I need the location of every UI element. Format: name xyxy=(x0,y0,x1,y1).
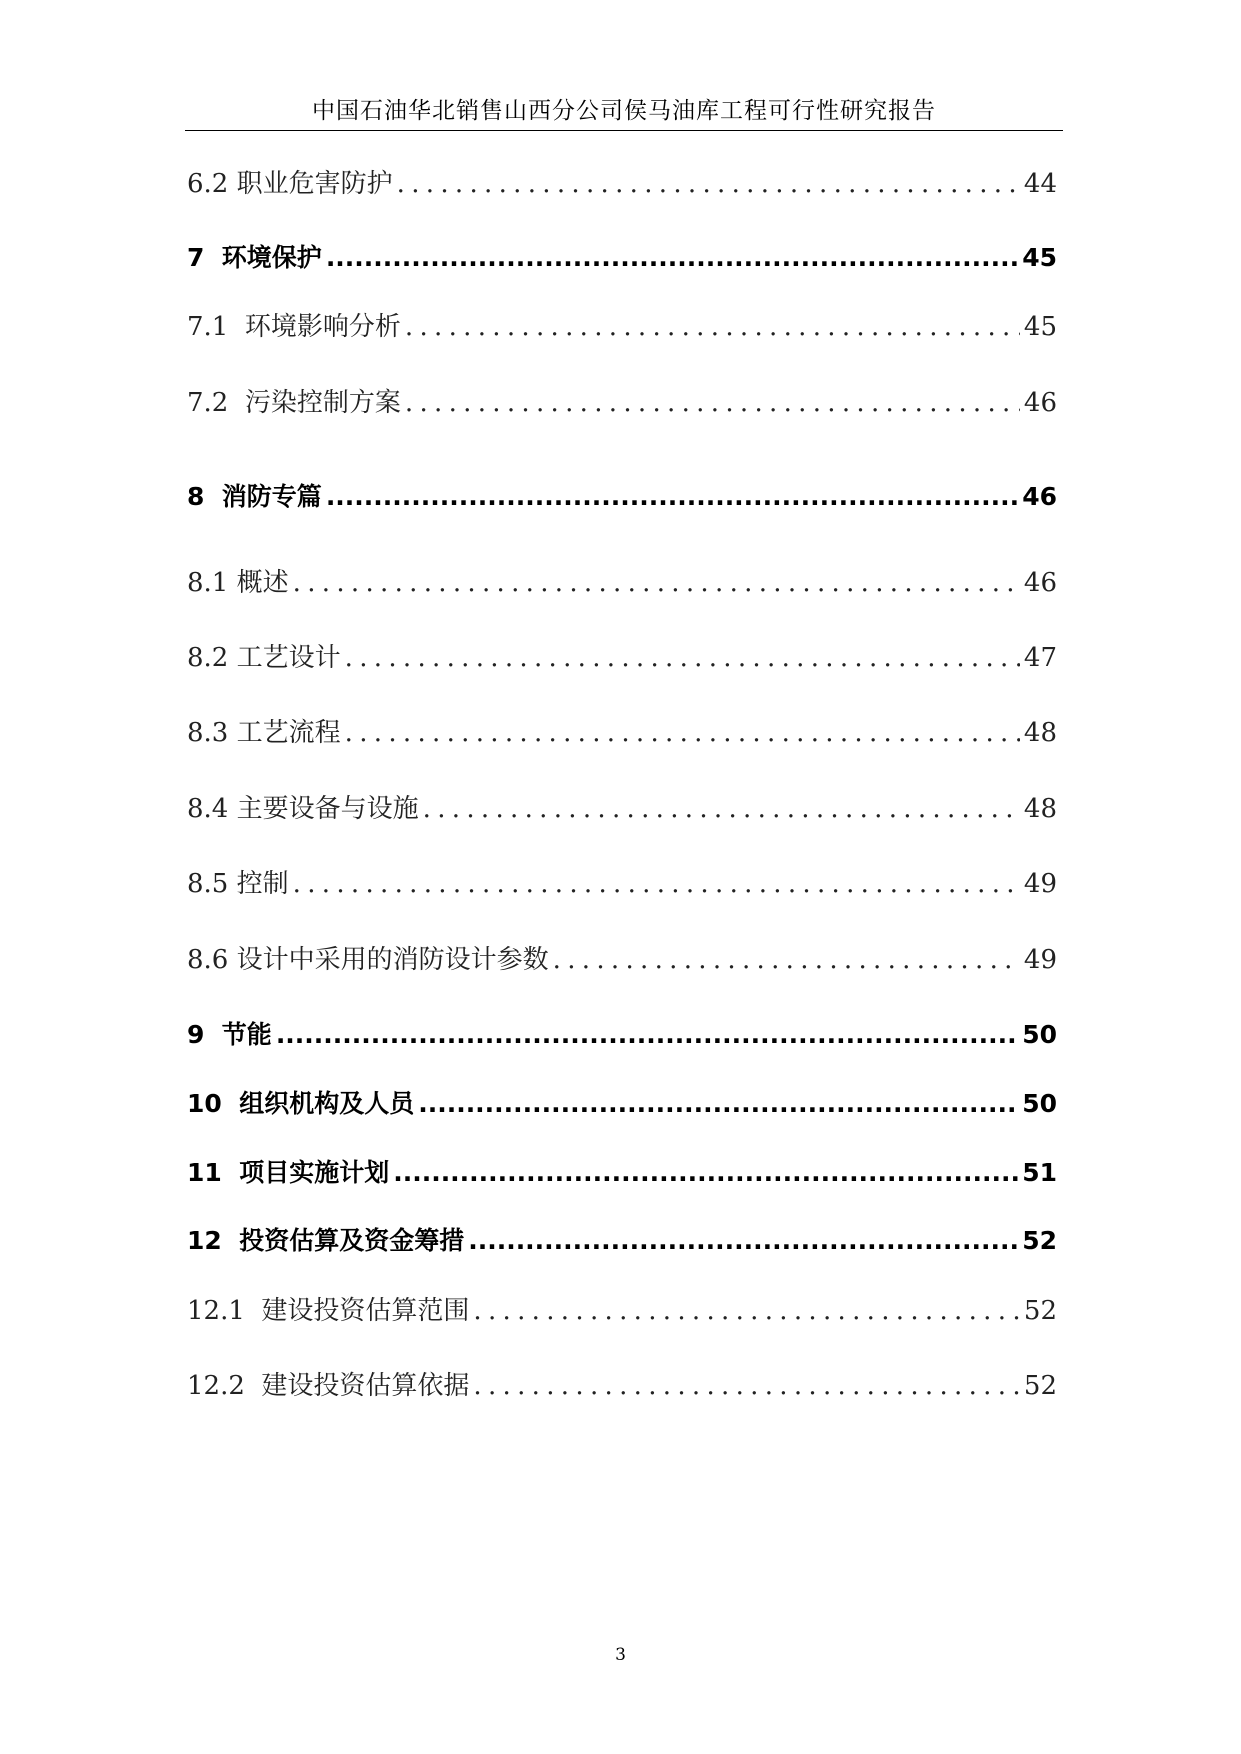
toc-dot-leader xyxy=(473,1371,1019,1401)
toc-entry-12-2[interactable] xyxy=(187,1365,1057,1402)
toc-entry-label: 11 项目实施计划 xyxy=(187,1158,390,1187)
toc-entry-label: 8.5 控制 xyxy=(187,869,289,899)
toc-dot-leader xyxy=(553,945,1020,975)
toc-dot-leader xyxy=(345,643,1020,673)
toc-page-number: 50 xyxy=(1022,1020,1057,1049)
toc-dot-leader xyxy=(473,1296,1019,1326)
toc-entry-label: 9 节能 xyxy=(187,1020,272,1049)
toc-page-number: 49 xyxy=(1023,945,1057,975)
toc-entry-10[interactable] xyxy=(187,1084,1057,1120)
toc-entry-8[interactable] xyxy=(187,477,1057,513)
toc-entry-label: 12.1 建设投资估算范围 xyxy=(187,1296,470,1326)
toc-entry-label: 8.6 设计中采用的消防设计参数 xyxy=(187,945,549,975)
toc-entry-label: 6.2 职业危害防护 xyxy=(187,169,393,199)
toc-entry-12[interactable] xyxy=(187,1221,1057,1257)
toc-entry-8-2[interactable] xyxy=(187,637,1057,674)
toc-entry-11[interactable] xyxy=(187,1153,1057,1189)
toc-entry-7-1[interactable] xyxy=(187,306,1057,343)
toc-entry-label: 8.3 工艺流程 xyxy=(187,718,341,748)
toc-page-number: 49 xyxy=(1023,869,1057,899)
toc-page-number: 45 xyxy=(1022,243,1057,272)
toc-page-number: 46 xyxy=(1023,568,1057,598)
toc-entry-label: 7.2 污染控制方案 xyxy=(187,388,401,418)
toc-entry-8-5[interactable] xyxy=(187,863,1057,900)
toc-page-number: 46 xyxy=(1022,482,1057,511)
toc-entry-9[interactable] xyxy=(187,1015,1057,1051)
page-number: 3 xyxy=(615,1645,626,1665)
toc-page-number: 48 xyxy=(1023,718,1057,748)
toc-page-number: 45 xyxy=(1023,312,1057,342)
toc-entry-7-2[interactable] xyxy=(187,382,1057,419)
toc-entry-7[interactable] xyxy=(187,238,1057,274)
toc-page-number: 52 xyxy=(1023,1371,1057,1401)
header-divider xyxy=(185,130,1063,131)
toc-entry-label: 7.1 环境影响分析 xyxy=(187,312,401,342)
toc-page-number: 47 xyxy=(1023,643,1057,673)
toc-entry-8-6[interactable] xyxy=(187,939,1057,976)
toc-dot-leader xyxy=(423,794,1020,824)
toc-dot-leader xyxy=(405,312,1020,342)
toc-page-number: 48 xyxy=(1023,794,1057,824)
toc-entry-label: 7 环境保护 xyxy=(187,243,322,272)
toc-entry-8-1[interactable] xyxy=(187,562,1057,599)
toc-dot-leader xyxy=(293,869,1020,899)
toc-page-number: 44 xyxy=(1023,169,1057,199)
toc-entry-12-1[interactable] xyxy=(187,1290,1057,1327)
toc-entry-label: 12 投资估算及资金筹措 xyxy=(187,1226,465,1255)
toc-entry-label: 8.1 概述 xyxy=(187,568,289,598)
toc-dot-leader xyxy=(397,169,1020,199)
toc-dot-leader xyxy=(276,1020,1018,1049)
toc-dot-leader xyxy=(326,482,1018,511)
toc-page-number: 46 xyxy=(1023,388,1057,418)
toc-dot-leader xyxy=(418,1089,1018,1118)
toc-entry-label: 8.4 主要设备与设施 xyxy=(187,794,419,824)
toc-page-number: 51 xyxy=(1022,1158,1057,1187)
toc-page-number: 52 xyxy=(1022,1226,1057,1255)
toc-entry-8-4[interactable] xyxy=(187,788,1057,825)
toc-entry-label: 10 组织机构及人员 xyxy=(187,1089,415,1118)
toc-dot-leader xyxy=(293,568,1020,598)
toc-entry-8-3[interactable] xyxy=(187,712,1057,749)
toc-dot-leader xyxy=(405,388,1020,418)
toc-entry-label: 8.2 工艺设计 xyxy=(187,643,341,673)
toc-dot-leader xyxy=(326,243,1018,272)
toc-page-number: 52 xyxy=(1023,1296,1057,1326)
toc-entry-label: 12.2 建设投资估算依据 xyxy=(187,1371,470,1401)
toc-dot-leader xyxy=(345,718,1020,748)
toc-entry-6-2[interactable] xyxy=(187,163,1057,200)
toc-dot-leader xyxy=(468,1226,1018,1255)
toc-dot-leader xyxy=(393,1158,1018,1187)
toc-entry-label: 8 消防专篇 xyxy=(187,482,322,511)
toc-page-number: 50 xyxy=(1022,1089,1057,1118)
page-header-title: 中国石油华北销售山西分公司侯马油库工程可行性研究报告 xyxy=(312,98,936,124)
